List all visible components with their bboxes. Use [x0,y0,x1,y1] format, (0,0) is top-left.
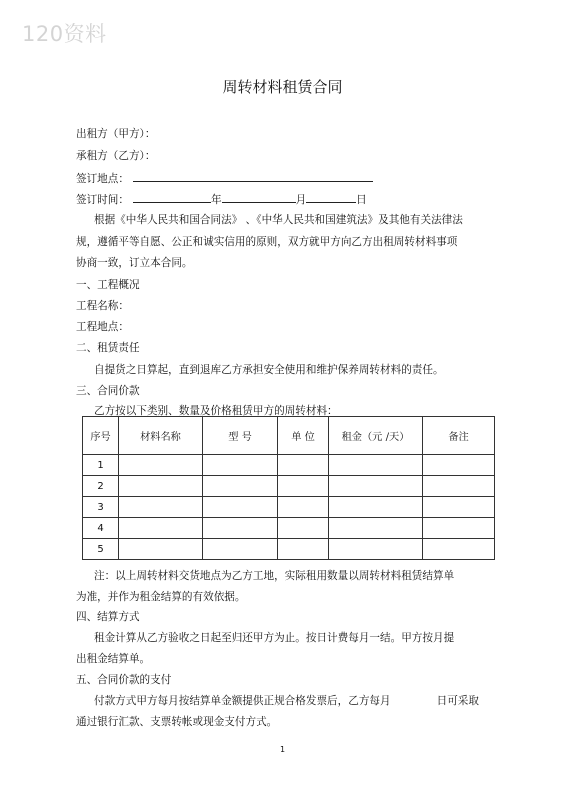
table-cell [423,455,495,476]
table-cell [278,518,329,539]
table-cell [203,497,278,518]
sign-place-label: 签订地点： [76,173,129,185]
section-5-line-1 [94,694,479,708]
table-row [83,455,495,476]
page-number: 1 [279,745,286,754]
project-site-label: 工程地点： [76,321,129,333]
table-cell [203,539,278,560]
section-5-line-2: 通过银行汇款、支票转帐或现金支付方式。 [76,716,278,728]
table-cell [119,455,203,476]
document-title: 周转材料租赁合同 [222,78,343,96]
col-header-model: 型 号 [203,417,278,455]
lessor-label: 出租方（甲方）： [76,128,156,140]
table-cell [329,518,423,539]
section-5-text-b: 日可采取 [436,695,479,707]
sign-place-row [76,171,373,186]
day-blank [306,192,356,203]
table-cell [119,518,203,539]
year-label: 年 [210,194,222,206]
table-cell [423,539,495,560]
table-cell [203,518,278,539]
sign-time-row [76,192,367,207]
table-row [83,476,495,497]
sign-time-label: 签订时间： [76,194,129,206]
table-note-line-2: 为准，并作为租金结算的有效依据。 [76,591,246,603]
table-note-line-1: 注：以上周转材料交货地点为乙方工地，实际租用数量以周转材料租赁结算单 [94,570,455,582]
table-cell [278,497,329,518]
table-cell [423,497,495,518]
section-4-line-2: 出租金结算单。 [76,653,151,665]
day-label: 日 [356,194,367,206]
row-number: 3 [83,497,119,518]
materials-table [82,416,495,560]
section-3-intro: 乙方按以下类别、数量及价格租赁甲方的周转材料： [94,405,338,417]
table-cell [329,476,423,497]
table-cell [278,539,329,560]
intro-line-1: 根据《中华人民共和国合同法》 、《中华人民共和国建筑法》及其他有关法律法 [94,214,463,226]
col-header-unit: 单 位 [278,417,329,455]
section-5-text-a: 付款方式甲方每月按结算单金额提供正规合格发票后，乙方每月 [94,695,391,707]
table-cell [278,455,329,476]
table-cell [423,476,495,497]
intro-line-2: 规，遵循平等自愿、公正和诚实信用的原则，双方就甲方向乙方出租周转材料事项 [76,236,458,248]
row-number: 1 [83,455,119,476]
month-label: 月 [295,194,307,206]
table-header-row [83,417,495,455]
table-row [83,518,495,539]
row-number: 2 [83,476,119,497]
section-5-heading: 五、合同价款的支付 [76,674,172,686]
project-name-label: 工程名称： [76,300,129,312]
section-4-heading: 四、结算方式 [76,611,140,623]
table-cell [203,455,278,476]
month-blank [222,192,296,203]
year-blank [133,192,211,203]
table-cell [119,497,203,518]
col-header-remark: 备注 [423,417,495,455]
section-2-text: 自提货之日算起，直到退库乙方承担安全使用和维护保养周转材料的责任。 [94,364,444,376]
table-cell [119,539,203,560]
table-row [83,539,495,560]
table-cell [329,539,423,560]
col-header-rent: 租金（元 /天） [329,417,423,455]
table-cell [423,518,495,539]
section-4-line-1: 租金计算从乙方验收之日起至归还甲方为止。按日计费每月一结。甲方按月提 [94,632,455,644]
watermark: 120资料 [22,22,107,46]
table-cell [278,476,329,497]
section-2-heading: 二、租赁责任 [76,342,140,354]
row-number: 4 [83,518,119,539]
row-number: 5 [83,539,119,560]
table-cell [329,497,423,518]
table-row [83,497,495,518]
col-header-material: 材料名称 [119,417,203,455]
section-3-heading: 三、合同价款 [76,385,140,397]
table-cell [119,476,203,497]
col-header-no: 序号 [83,417,119,455]
table-cell [329,455,423,476]
lessee-label: 承租方（乙方）： [76,150,156,162]
sign-place-blank [133,171,373,182]
intro-line-3: 协商一致，订立本合同。 [76,257,193,269]
table-cell [203,476,278,497]
section-1-heading: 一、工程概况 [76,279,140,291]
